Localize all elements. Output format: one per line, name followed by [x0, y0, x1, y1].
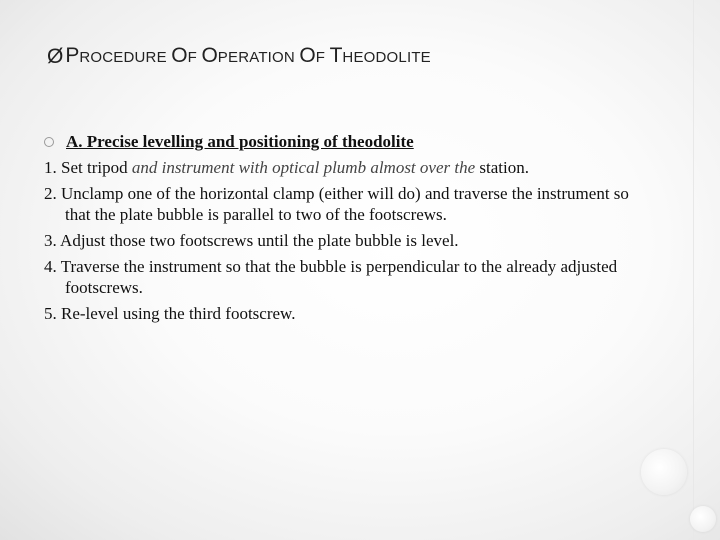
section-heading: A. Precise levelling and positioning of theodolite [66, 132, 414, 151]
frame-line [693, 0, 694, 540]
slide-body [44, 131, 644, 324]
title-cap: O [299, 44, 316, 67]
title-text: F [315, 49, 326, 66]
step-item: 4. Traverse the instrument so that the bubble is perpendicular to the already adjusted footscrews. [44, 257, 618, 297]
circle-bullet-icon [44, 137, 54, 147]
step-item: 3. Adjust those two footscrews until the plate bubble is level. [44, 231, 459, 250]
title-cap: O [201, 44, 218, 67]
arrow-bullet-icon: Ø [47, 45, 64, 68]
title-cap: O [171, 44, 188, 67]
decorative-circle-small [690, 506, 716, 532]
title-text: ROCEDURE [79, 49, 167, 66]
slide-title [47, 44, 431, 68]
step-item: 2. Unclamp one of the horizontal clamp (either will do) and traverse the instrument so that the plate bubble is parallel to two of the footscrews. [44, 184, 629, 224]
title-text: HEODOLITE [342, 49, 431, 66]
title-cap: T [329, 44, 343, 67]
step-item [44, 157, 644, 178]
step-item: 5. Re-level using the third footscrew. [44, 304, 296, 323]
step-text: 1. Set tripod [44, 158, 132, 177]
title-text: PERATION [217, 49, 295, 66]
decorative-circle-large [641, 449, 687, 495]
title-cap: P [65, 44, 80, 67]
heading-line [44, 131, 644, 152]
step-text: station. [475, 158, 529, 177]
step-text-italic: and instrument with optical plumb almost over the [131, 158, 476, 177]
title-text: F [187, 49, 197, 66]
